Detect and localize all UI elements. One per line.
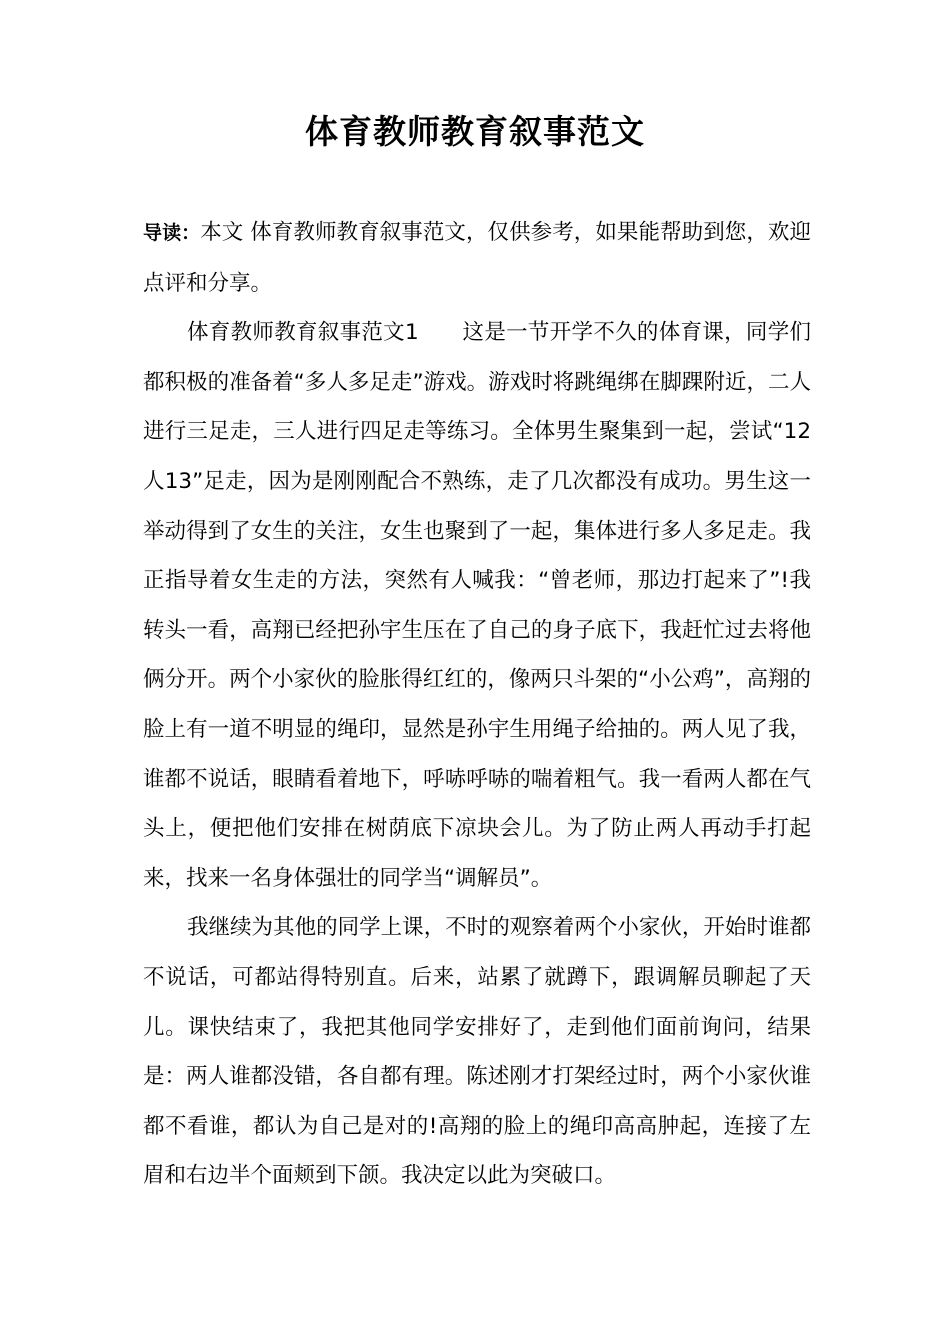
lead-text: 本文 体育教师教育叙事范文，仅供参考，如果能帮助到您，欢迎点评和分享。	[143, 220, 811, 296]
body-paragraph-2: 我继续为其他的同学上课，不时的观察着两个小家伙，开始时谁都不说话，可都站得特别直。后来，站累了就蹲下，跟调解员聊起了天儿。课快结束了，我把其他同学安排好了，走到他们面前询问，结果是：两人谁都没错，各自都有理。陈述刚才打架经过时，两个小家伙谁都不看谁，都认为自己是对的!高翔的脸上的绳印高高肿起，连接了左眉和右边半个面颊到下颌。我决定以此为突破口。	[143, 915, 811, 1189]
document-body	[143, 208, 811, 1201]
document-title: 体育教师教育叙事范文	[305, 112, 645, 151]
lead-paragraph	[143, 208, 811, 308]
lead-label: 导读：	[143, 222, 201, 244]
body-paragraph-1: 体育教师教育叙事范文1 这是一节开学不久的体育课，同学们都积极的准备着“多人多足走”游戏。游戏时将跳绳绑在脚踝附近，二人进行三足走，三人进行四足走等练习。全体男生聚集到一起，尝试“12人13”足走，因为是刚刚配合不熟练，走了几次都没有成功。男生这一举动得到了女生的关注，女生也聚到了一起，集体进行多人多足走。我正指导着女生走的方法，突然有人喊我：“曾老师，那边打起来了”!我转头一看，高翔已经把孙宇生压在了自己的身子底下，我赶忙过去将他俩分开。两个小家伙的脸胀得红红的，像两只斗架的“小公鸡”，高翔的脸上有一道不明显的绳印，显然是孙宇生用绳子给抽的。两人见了我，谁都不说话，眼睛看着地下，呼哧呼哧的喘着粗气。我一看两人都在气头上，便把他们安排在树荫底下凉块会儿。为了防止两人再动手打起来，找来一名身体强壮的同学当“调解员”。	[143, 320, 811, 891]
